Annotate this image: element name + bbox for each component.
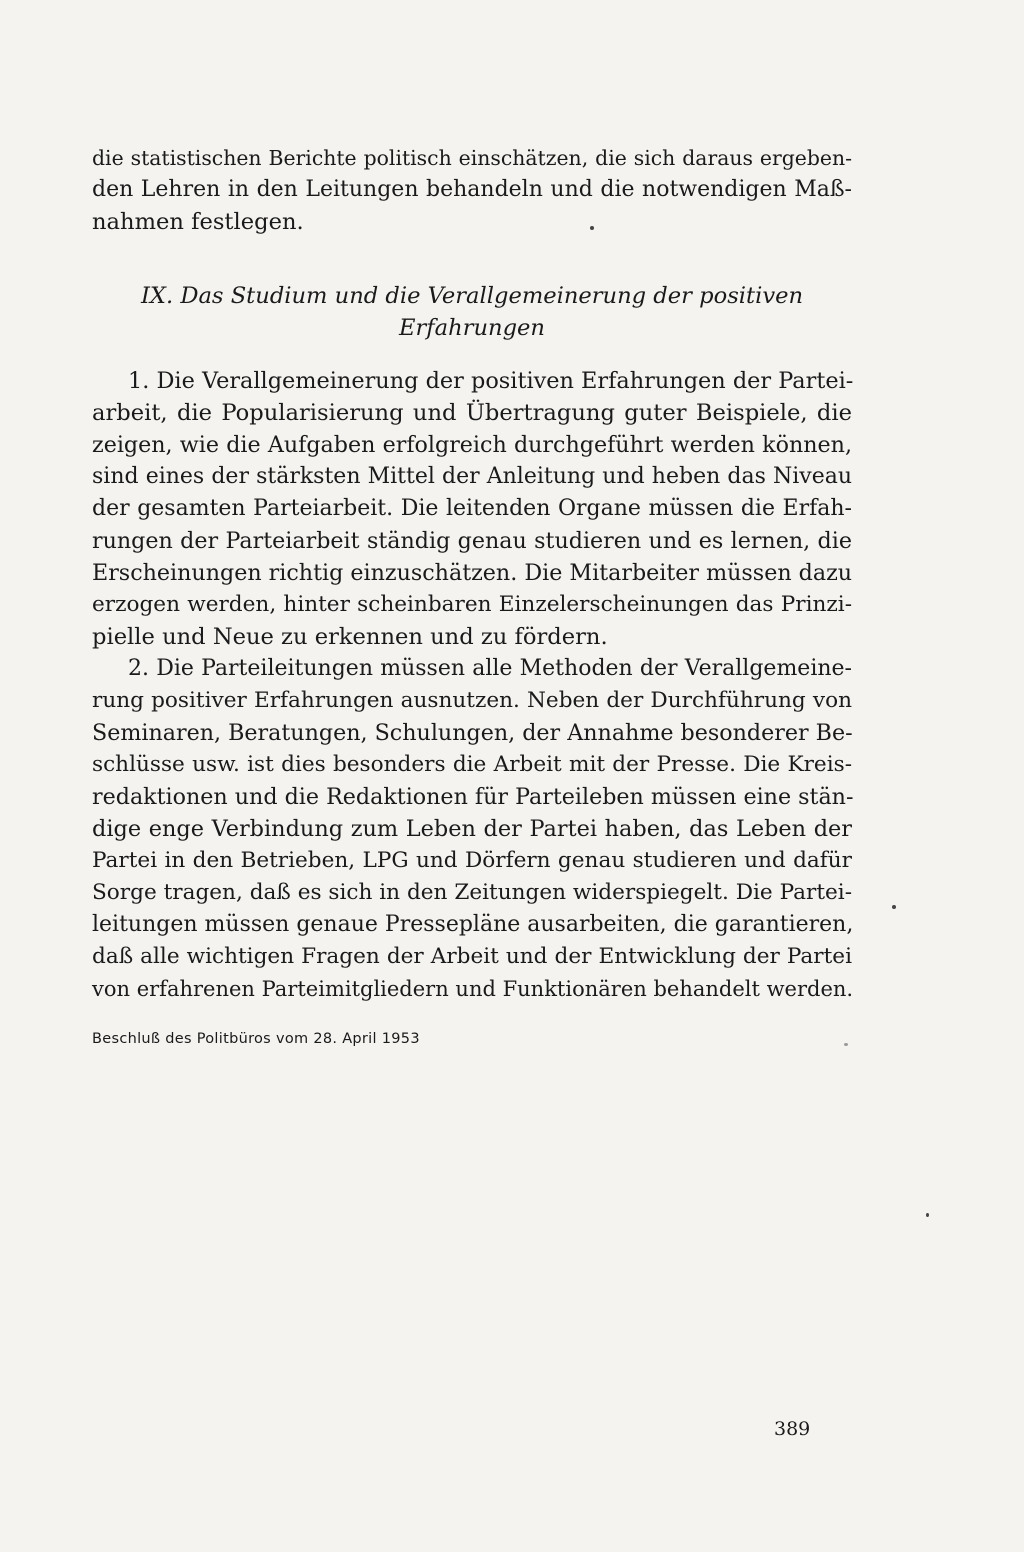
paragraph-2-line: daß alle wichtigen Fragen der Arbeit und der Entwicklung der Partei	[92, 944, 852, 969]
paragraph-1-line: arbeit, die Popularisierung und Übertragung guter Beispiele, die	[92, 400, 852, 426]
scan-speck	[844, 1043, 848, 1046]
scan-speck	[892, 905, 896, 909]
paragraph-2-line: Sorge tragen, daß es sich in den Zeitungen widerspiegelt. Die Partei-	[92, 880, 852, 905]
paragraph-2-line: leitungen müssen genaue Pressepläne ausarbeiten, die garantieren,	[92, 912, 854, 937]
section-heading: Erfahrungen	[399, 315, 545, 341]
paragraph-1-line: sind eines der stärksten Mittel der Anleitung und heben das Niveau	[92, 464, 852, 489]
source-note: Beschluß des Politbüros vom 28. April 1953	[92, 1031, 420, 1047]
paragraph-2-line: dige enge Verbindung zum Leben der Partei haben, das Leben der	[92, 816, 852, 842]
intro-line: den Lehren in den Leitungen behandeln und die notwendigen Maß-	[92, 177, 852, 202]
paragraph-1-line: rungen der Parteiarbeit ständig genau studieren und es lernen, die	[92, 528, 852, 554]
page-number: 389	[774, 1418, 811, 1440]
paragraph-2-line: redaktionen und die Redaktionen für Parteileben müssen eine stän-	[92, 784, 854, 810]
paragraph-1-line: Erscheinungen richtig einzuschätzen. Die Mitarbeiter müssen dazu	[92, 560, 853, 586]
paragraph-1-line: zeigen, wie die Aufgaben erfolgreich durchgeführt werden können,	[92, 432, 852, 458]
scan-speck	[590, 226, 594, 230]
intro-line: die statistischen Berichte politisch einschätzen, die sich daraus ergeben-	[92, 146, 852, 170]
paragraph-2-line: rung positiver Erfahrungen ausnutzen. Neben der Durchführung von	[92, 688, 852, 713]
paragraph-1-line: der gesamten Parteiarbeit. Die leitenden Organe müssen die Erfah-	[92, 496, 852, 521]
paragraph-2-line: von erfahrenen Parteimitgliedern und Funktionären behandelt werden.	[92, 977, 854, 1001]
paragraph-2-line: 2. Die Parteileitungen müssen alle Methoden der Verallgemeine-	[128, 656, 852, 681]
paragraph-1-line: 1. Die Verallgemeinerung der positiven Erfahrungen der Partei-	[128, 368, 854, 394]
paragraph-2-line: schlüsse usw. ist dies besonders die Arbeit mit der Presse. Die Kreis-	[92, 752, 852, 777]
scan-speck	[926, 1213, 929, 1217]
paragraph-1-line: erzogen werden, hinter scheinbaren Einzelerscheinungen das Prinzi-	[92, 592, 852, 617]
paragraph-2-line: Partei in den Betrieben, LPG und Dörfern genau studieren und dafür	[92, 848, 852, 873]
intro-line: nahmen festlegen.	[92, 209, 304, 235]
section-heading: IX. Das Studium und die Verallgemeinerung der positiven	[140, 283, 804, 309]
paragraph-1-line: pielle und Neue zu erkennen und zu fördern.	[92, 624, 608, 650]
paragraph-2-line: Seminaren, Beratungen, Schulungen, der Annahme besonderer Be-	[92, 720, 853, 746]
